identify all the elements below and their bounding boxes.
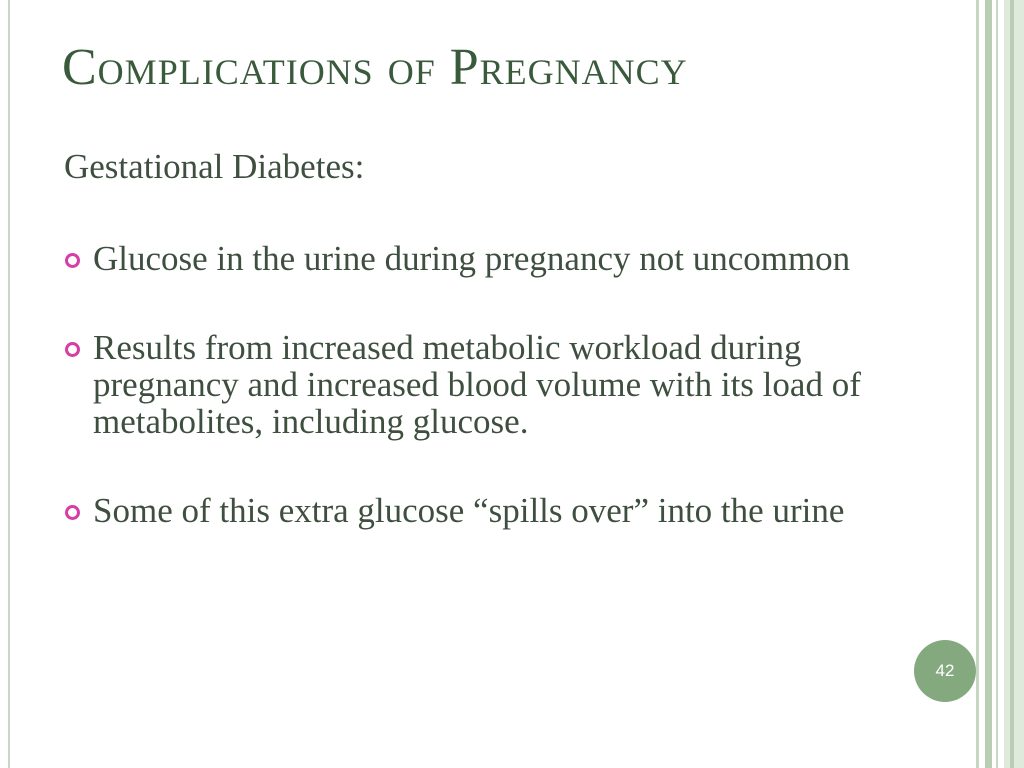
bullet-item (62, 240, 892, 277)
bullet-text: Some of this extra glucose “spills over” into the urine (93, 491, 845, 530)
bullet-item (62, 492, 892, 529)
ring-bullet-icon (65, 342, 80, 357)
stripe (1010, 0, 1014, 768)
bullet-list (62, 240, 892, 529)
page-number-badge: 42 (914, 640, 976, 702)
stripe (985, 0, 992, 768)
stripe (976, 0, 979, 768)
ring-bullet-icon (65, 505, 80, 520)
slide-subtitle: Gestational Diabetes: (64, 147, 365, 186)
stripe (1004, 0, 1024, 768)
bullet-item (62, 329, 892, 440)
stripe (996, 0, 998, 768)
bullet-text: Results from increased metabolic workload during pregnancy and increased blood volume with its load of metabolites, including glucose. (93, 328, 861, 441)
slide-title: Complications of Pregnancy (62, 39, 688, 96)
ring-bullet-icon (65, 253, 80, 268)
left-border-line (8, 0, 10, 768)
right-decorative-stripes (976, 0, 1024, 768)
bullet-text: Glucose in the urine during pregnancy not uncommon (93, 239, 851, 278)
